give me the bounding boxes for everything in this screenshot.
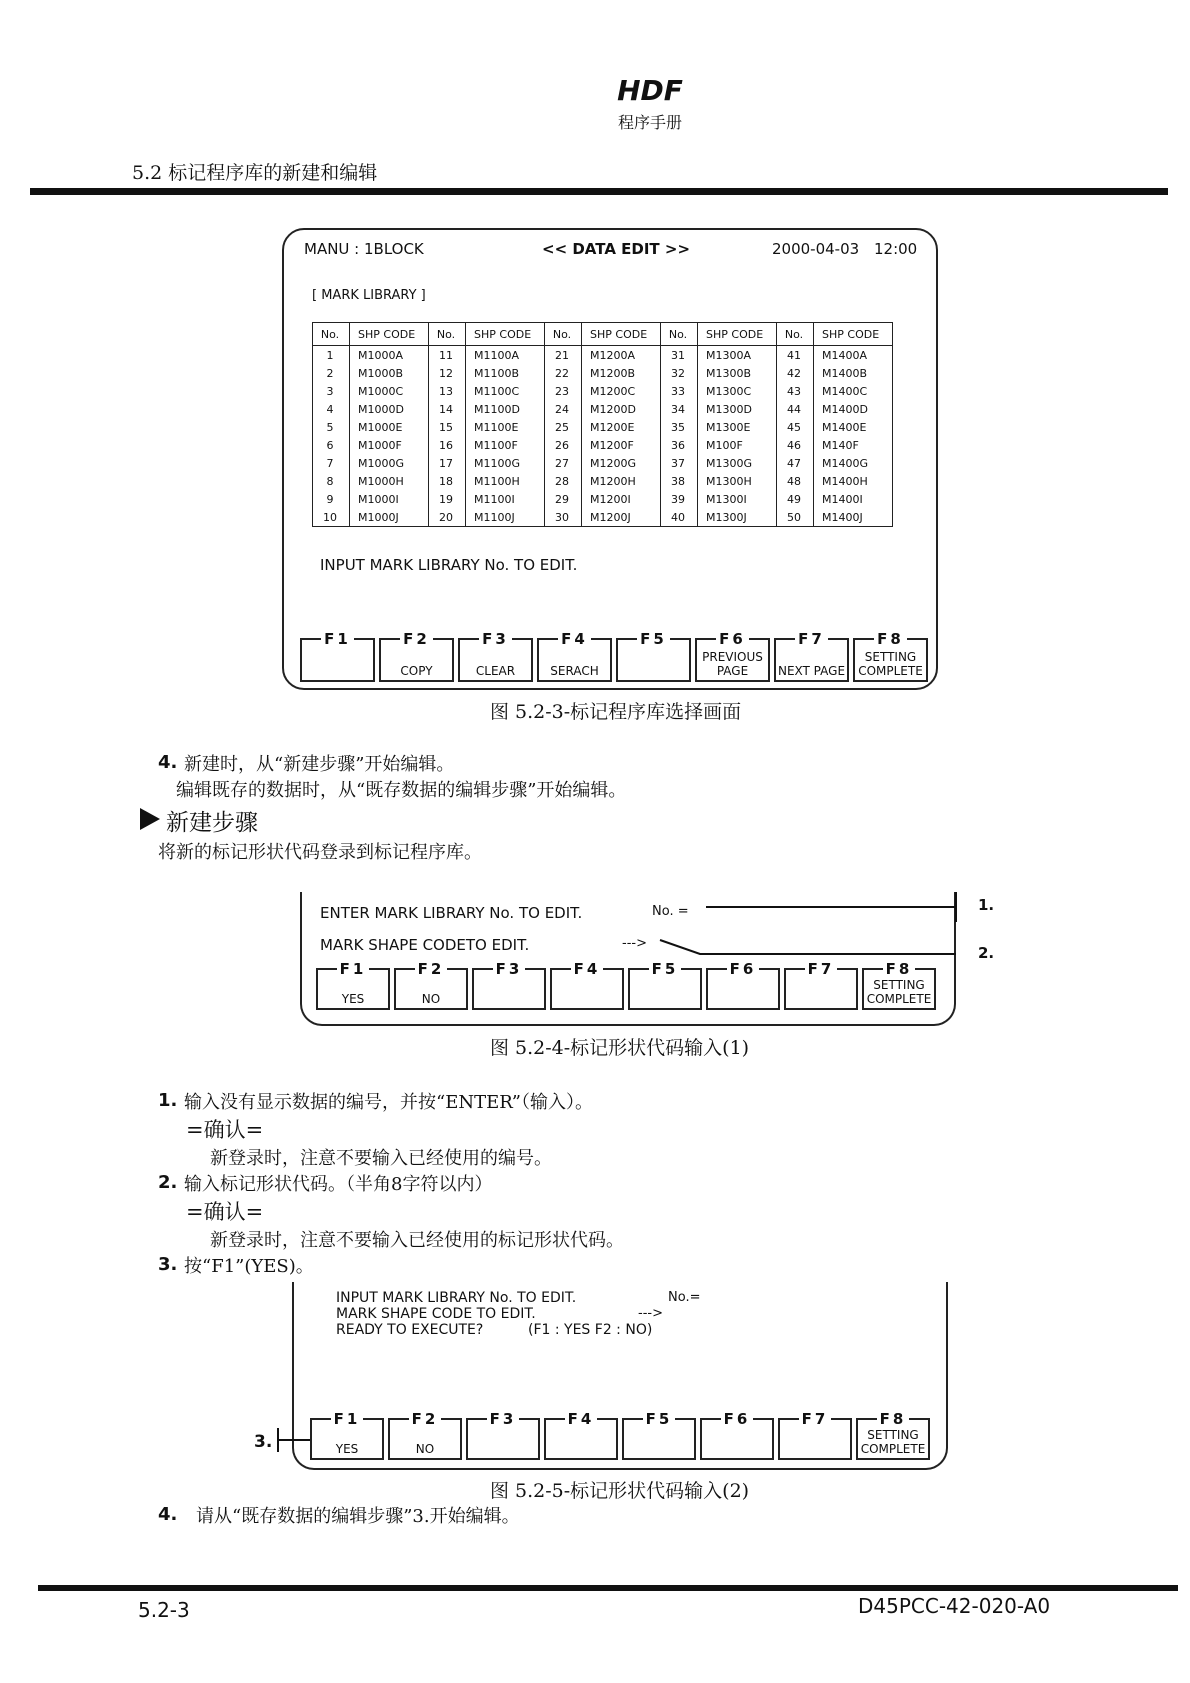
shp-code-cell: M1000I	[350, 490, 429, 508]
function-key-f8[interactable]	[856, 1410, 930, 1460]
library-label: [ MARK LIBRARY ]	[312, 288, 426, 303]
shp-code-cell: M1000F	[350, 436, 429, 454]
shp-code-cell: M1000B	[350, 364, 429, 382]
library-no-cell: 34	[661, 400, 698, 418]
function-key-label: F3	[487, 1410, 520, 1428]
library-no-cell: 4	[313, 400, 350, 418]
table-row[interactable]	[313, 508, 893, 527]
shp-code-cell: M1400C	[814, 382, 893, 400]
library-no-cell: 48	[777, 472, 814, 490]
figure-caption-1: 图 5.2-3-标记程序库选择画面	[490, 701, 742, 723]
table-row[interactable]	[313, 454, 893, 472]
shp-code-cell: M1400D	[814, 400, 893, 418]
shp-code-cell: M1400G	[814, 454, 893, 472]
confirm-prompt-shape-code: MARK SHAPE CODE TO EDIT.	[336, 1306, 536, 1322]
shp-code-cell: M1400E	[814, 418, 893, 436]
function-key-label: F1	[337, 960, 370, 978]
function-key-text: COPY	[400, 664, 433, 678]
function-key-f7[interactable]	[774, 630, 849, 682]
shp-code-cell: M1100I	[466, 490, 545, 508]
function-key-label: F8	[883, 960, 916, 978]
library-no-cell: 8	[313, 472, 350, 490]
function-key-text: NEXT PAGE	[777, 664, 846, 678]
column-header-no: No.	[313, 323, 350, 346]
column-header-shp-code: SHP CODE	[466, 323, 545, 346]
shp-code-cell: M1100J	[466, 508, 545, 527]
function-key-label: F6	[727, 960, 760, 978]
library-no-cell: 46	[777, 436, 814, 454]
shp-code-cell: M1100C	[466, 382, 545, 400]
library-no-cell: 35	[661, 418, 698, 436]
function-key-f3[interactable]	[458, 630, 533, 682]
execute-options: (F1 : YES F2 : NO)	[528, 1322, 653, 1338]
shp-code-cell: M1000G	[350, 454, 429, 472]
column-header-no: No.	[429, 323, 466, 346]
shp-code-cell: M1000J	[350, 508, 429, 527]
shp-code-cell: M1000E	[350, 418, 429, 436]
shp-code-cell: M1100A	[466, 346, 545, 365]
function-key-label: F2	[400, 630, 433, 648]
callout-1: 1.	[978, 896, 995, 914]
library-no-cell: 44	[777, 400, 814, 418]
section-title: 5.2 标记程序库的新建和编辑	[132, 162, 378, 184]
library-no-cell: 6	[313, 436, 350, 454]
step-1-number: 1.	[158, 1090, 178, 1111]
library-no-cell: 23	[545, 382, 582, 400]
function-key-label: F5	[637, 630, 670, 648]
shp-code-cell: M1200C	[582, 382, 661, 400]
library-no-cell: 40	[661, 508, 698, 527]
shp-code-cell: M1200A	[582, 346, 661, 365]
column-header-no: No.	[661, 323, 698, 346]
shp-code-cell: M1300A	[698, 346, 777, 365]
shp-code-cell: M1300H	[698, 472, 777, 490]
library-no-cell: 11	[429, 346, 466, 365]
screen-title: << DATA EDIT >>	[542, 240, 691, 258]
function-key-f2[interactable]	[379, 630, 454, 682]
function-key-f8[interactable]	[853, 630, 928, 682]
library-no-cell: 21	[545, 346, 582, 365]
shp-code-cell: M1300E	[698, 418, 777, 436]
figure-caption-3: 图 5.2-5-标记形状代码输入(2)	[490, 1480, 750, 1502]
library-no-cell: 36	[661, 436, 698, 454]
function-key-f8[interactable]	[862, 960, 936, 1010]
library-no-cell: 9	[313, 490, 350, 508]
function-key-label: F4	[571, 960, 604, 978]
shp-code-cell: M100F	[698, 436, 777, 454]
library-no-cell: 13	[429, 382, 466, 400]
step-4-text: 新建时，从“新建步骤”开始编辑。	[184, 754, 455, 775]
shp-code-cell: M1400A	[814, 346, 893, 365]
library-no-cell: 29	[545, 490, 582, 508]
library-no-cell: 7	[313, 454, 350, 472]
function-key-f5[interactable]	[616, 630, 691, 682]
library-no-cell: 37	[661, 454, 698, 472]
column-header-shp-code: SHP CODE	[814, 323, 893, 346]
shp-code-cell: M1300B	[698, 364, 777, 382]
confirm-text-2: 新登录时，注意不要输入已经使用的标记形状代码。	[210, 1230, 624, 1251]
shp-code-cell: M1200D	[582, 400, 661, 418]
library-no-cell: 32	[661, 364, 698, 382]
confirm-library-no-field: No.=	[668, 1290, 701, 1305]
data-edit-screen	[282, 228, 938, 690]
table-row[interactable]	[313, 364, 893, 382]
table-row[interactable]	[313, 472, 893, 490]
step-3-number: 3.	[158, 1254, 178, 1275]
function-key-label: F8	[877, 1410, 910, 1428]
shp-code-cell: M1300D	[698, 400, 777, 418]
step-1-text: 输入没有显示数据的编号，并按“ENTER”（输入）。	[184, 1092, 594, 1113]
function-key-label: F6	[721, 1410, 754, 1428]
shape-code-field[interactable]: --->	[622, 936, 647, 951]
library-no-cell: 24	[545, 400, 582, 418]
function-key-f1[interactable]	[310, 1410, 384, 1460]
prompt-library-no: ENTER MARK LIBRARY No. TO EDIT.	[320, 904, 583, 922]
library-no-cell: 22	[545, 364, 582, 382]
ready-to-execute: READY TO EXECUTE?	[336, 1322, 484, 1338]
function-key-f7[interactable]	[778, 1410, 852, 1460]
page-number: 5.2-3	[138, 1598, 190, 1622]
library-no-cell: 18	[429, 472, 466, 490]
shp-code-cell: M1200E	[582, 418, 661, 436]
shp-code-cell: M1100B	[466, 364, 545, 382]
shp-code-cell: M1100G	[466, 454, 545, 472]
function-key-f2[interactable]	[394, 960, 468, 1010]
library-no-cell: 17	[429, 454, 466, 472]
function-key-f1[interactable]	[300, 630, 375, 682]
function-key-f5[interactable]	[628, 960, 702, 1010]
library-no-cell: 47	[777, 454, 814, 472]
column-header-shp-code: SHP CODE	[582, 323, 661, 346]
function-key-bar	[300, 630, 932, 682]
function-key-text: YES	[335, 1442, 359, 1456]
shp-code-cell: M1300J	[698, 508, 777, 527]
library-no-cell: 2	[313, 364, 350, 382]
table-row[interactable]	[313, 418, 893, 436]
callout-2: 2.	[978, 944, 995, 962]
screen-time: 12:00	[874, 240, 918, 258]
function-key-text: SETTING COMPLETE	[858, 650, 923, 678]
function-key-f5[interactable]	[622, 1410, 696, 1460]
function-key-text: NO	[415, 1442, 435, 1456]
shp-code-cell: M1400J	[814, 508, 893, 527]
library-no-cell: 45	[777, 418, 814, 436]
function-key-text: NO	[421, 992, 441, 1006]
column-header-shp-code: SHP CODE	[350, 323, 429, 346]
function-key-label: F7	[795, 630, 828, 648]
library-no-cell: 3	[313, 382, 350, 400]
function-key-label: F3	[479, 630, 512, 648]
function-key-f6[interactable]	[695, 630, 770, 682]
function-key-label: F6	[716, 630, 749, 648]
shp-code-cell: M1000C	[350, 382, 429, 400]
final-step-text: 请从“既存数据的编辑步骤”3.开始编辑。	[196, 1506, 520, 1527]
function-key-f3[interactable]	[472, 960, 546, 1010]
function-key-f3[interactable]	[466, 1410, 540, 1460]
function-key-label: F5	[649, 960, 682, 978]
shape-code-input-screen-2	[292, 1282, 948, 1470]
table-row[interactable]	[313, 382, 893, 400]
function-key-text: YES	[341, 992, 365, 1006]
shp-code-cell: M1400I	[814, 490, 893, 508]
library-no-cell: 19	[429, 490, 466, 508]
library-no-cell: 38	[661, 472, 698, 490]
shp-code-cell: M1000H	[350, 472, 429, 490]
column-header-no: No.	[545, 323, 582, 346]
function-key-label: F2	[409, 1410, 442, 1428]
shp-code-cell: M1000D	[350, 400, 429, 418]
shp-code-cell: M1200B	[582, 364, 661, 382]
top-rule	[30, 188, 1168, 195]
shp-code-cell: M1200H	[582, 472, 661, 490]
shp-code-cell: M1200J	[582, 508, 661, 527]
screen-date: 2000-04-03	[772, 240, 860, 258]
function-key-f1[interactable]	[316, 960, 390, 1010]
shp-code-cell: M140F	[814, 436, 893, 454]
shp-code-cell: M1100F	[466, 436, 545, 454]
library-no-cell: 41	[777, 346, 814, 365]
step-3-text: 按“F1”(YES)。	[184, 1256, 314, 1277]
prompt-shape-code: MARK SHAPE CODETO EDIT.	[320, 936, 530, 954]
table-row[interactable]	[313, 400, 893, 418]
library-no-cell: 15	[429, 418, 466, 436]
function-key-label: F1	[331, 1410, 364, 1428]
bottom-rule	[38, 1585, 1178, 1591]
shp-code-cell: M1100E	[466, 418, 545, 436]
library-no-cell: 10	[313, 508, 350, 527]
function-key-f6[interactable]	[706, 960, 780, 1010]
figure-caption-2: 图 5.2-4-标记形状代码输入(1)	[490, 1037, 750, 1059]
document-id: D45PCC-42-020-A0	[858, 1594, 1051, 1618]
confirm-shape-code-field: --->	[638, 1306, 663, 1321]
library-no-cell: 26	[545, 436, 582, 454]
function-key-label: F1	[321, 630, 354, 648]
function-key-label: F4	[565, 1410, 598, 1428]
function-key-text: SETTING COMPLETE	[866, 978, 932, 1006]
function-key-bar-2	[316, 960, 940, 1010]
function-key-f7[interactable]	[784, 960, 858, 1010]
shp-code-cell: M1200F	[582, 436, 661, 454]
function-key-text: CLEAR	[475, 664, 516, 678]
library-no-cell: 49	[777, 490, 814, 508]
library-no-cell: 39	[661, 490, 698, 508]
function-key-bar-3	[310, 1410, 934, 1460]
table-row[interactable]	[313, 436, 893, 454]
library-no-cell: 12	[429, 364, 466, 382]
function-key-f6[interactable]	[700, 1410, 774, 1460]
library-no-cell: 5	[313, 418, 350, 436]
arrow-bullet-icon	[140, 808, 160, 830]
function-key-f2[interactable]	[388, 1410, 462, 1460]
column-header-no: No.	[777, 323, 814, 346]
confirm-label-2: =确认=	[186, 1200, 264, 1224]
shp-code-cell: M1300C	[698, 382, 777, 400]
screen-prompt: INPUT MARK LIBRARY No. TO EDIT.	[320, 556, 578, 574]
library-no-cell: 33	[661, 382, 698, 400]
new-steps-description: 将新的标记形状代码登录到标记程序库。	[158, 842, 482, 863]
table-row[interactable]	[313, 490, 893, 508]
library-no-cell: 43	[777, 382, 814, 400]
library-no-cell: 31	[661, 346, 698, 365]
library-no-cell: 14	[429, 400, 466, 418]
final-step-number: 4.	[158, 1504, 178, 1525]
shp-code-cell: M1100H	[466, 472, 545, 490]
shp-code-cell: M1400H	[814, 472, 893, 490]
mode-label: MANU : 1BLOCK	[304, 240, 424, 258]
function-key-label: F4	[558, 630, 591, 648]
shp-code-cell: M1300I	[698, 490, 777, 508]
heading-new-steps: 新建步骤	[166, 810, 258, 836]
function-key-text: SERACH	[550, 664, 599, 678]
library-no-cell: 1	[313, 346, 350, 365]
function-key-text: PREVIOUS PAGE	[702, 650, 763, 678]
library-no-cell: 30	[545, 508, 582, 527]
library-no-cell: 16	[429, 436, 466, 454]
function-key-f4[interactable]	[544, 1410, 618, 1460]
confirm-prompt-library-no: INPUT MARK LIBRARY No. TO EDIT.	[336, 1290, 577, 1306]
shp-code-cell: M1200I	[582, 490, 661, 508]
step-2-number: 2.	[158, 1172, 178, 1193]
library-no-cell: 28	[545, 472, 582, 490]
function-key-f4[interactable]	[537, 630, 612, 682]
function-key-label: F3	[493, 960, 526, 978]
function-key-text: SETTING COMPLETE	[860, 1428, 926, 1456]
shp-code-cell: M1000A	[350, 346, 429, 365]
library-no-field[interactable]: No. =	[652, 904, 689, 919]
step-2-text: 输入标记形状代码。（半角8字符以内）	[184, 1174, 493, 1195]
library-no-cell: 20	[429, 508, 466, 527]
library-no-cell: 25	[545, 418, 582, 436]
function-key-label: F5	[643, 1410, 676, 1428]
column-header-shp-code: SHP CODE	[698, 323, 777, 346]
shp-code-cell: M1100D	[466, 400, 545, 418]
step-4-text-2: 编辑既存的数据时，从“既存数据的编辑步骤”开始编辑。	[176, 780, 627, 801]
table-row[interactable]	[313, 346, 893, 365]
library-no-cell: 27	[545, 454, 582, 472]
brand-title: HDF	[617, 74, 683, 107]
function-key-label: F7	[799, 1410, 832, 1428]
manual-subtitle: 程序手册	[617, 113, 682, 132]
callout-line-3	[276, 1426, 316, 1456]
shp-code-cell: M1200G	[582, 454, 661, 472]
confirm-text-1: 新登录时，注意不要输入已经使用的编号。	[210, 1148, 552, 1169]
callout-lines-1-2	[650, 890, 970, 970]
function-key-label: F7	[805, 960, 838, 978]
mark-library-table	[312, 322, 893, 527]
step-4-number: 4.	[158, 752, 178, 773]
function-key-label: F2	[415, 960, 448, 978]
confirm-label-1: =确认=	[186, 1118, 264, 1142]
function-key-label: F8	[874, 630, 907, 648]
callout-3: 3.	[254, 1432, 273, 1452]
function-key-f4[interactable]	[550, 960, 624, 1010]
library-no-cell: 42	[777, 364, 814, 382]
shp-code-cell: M1400B	[814, 364, 893, 382]
shp-code-cell: M1300G	[698, 454, 777, 472]
library-no-cell: 50	[777, 508, 814, 527]
